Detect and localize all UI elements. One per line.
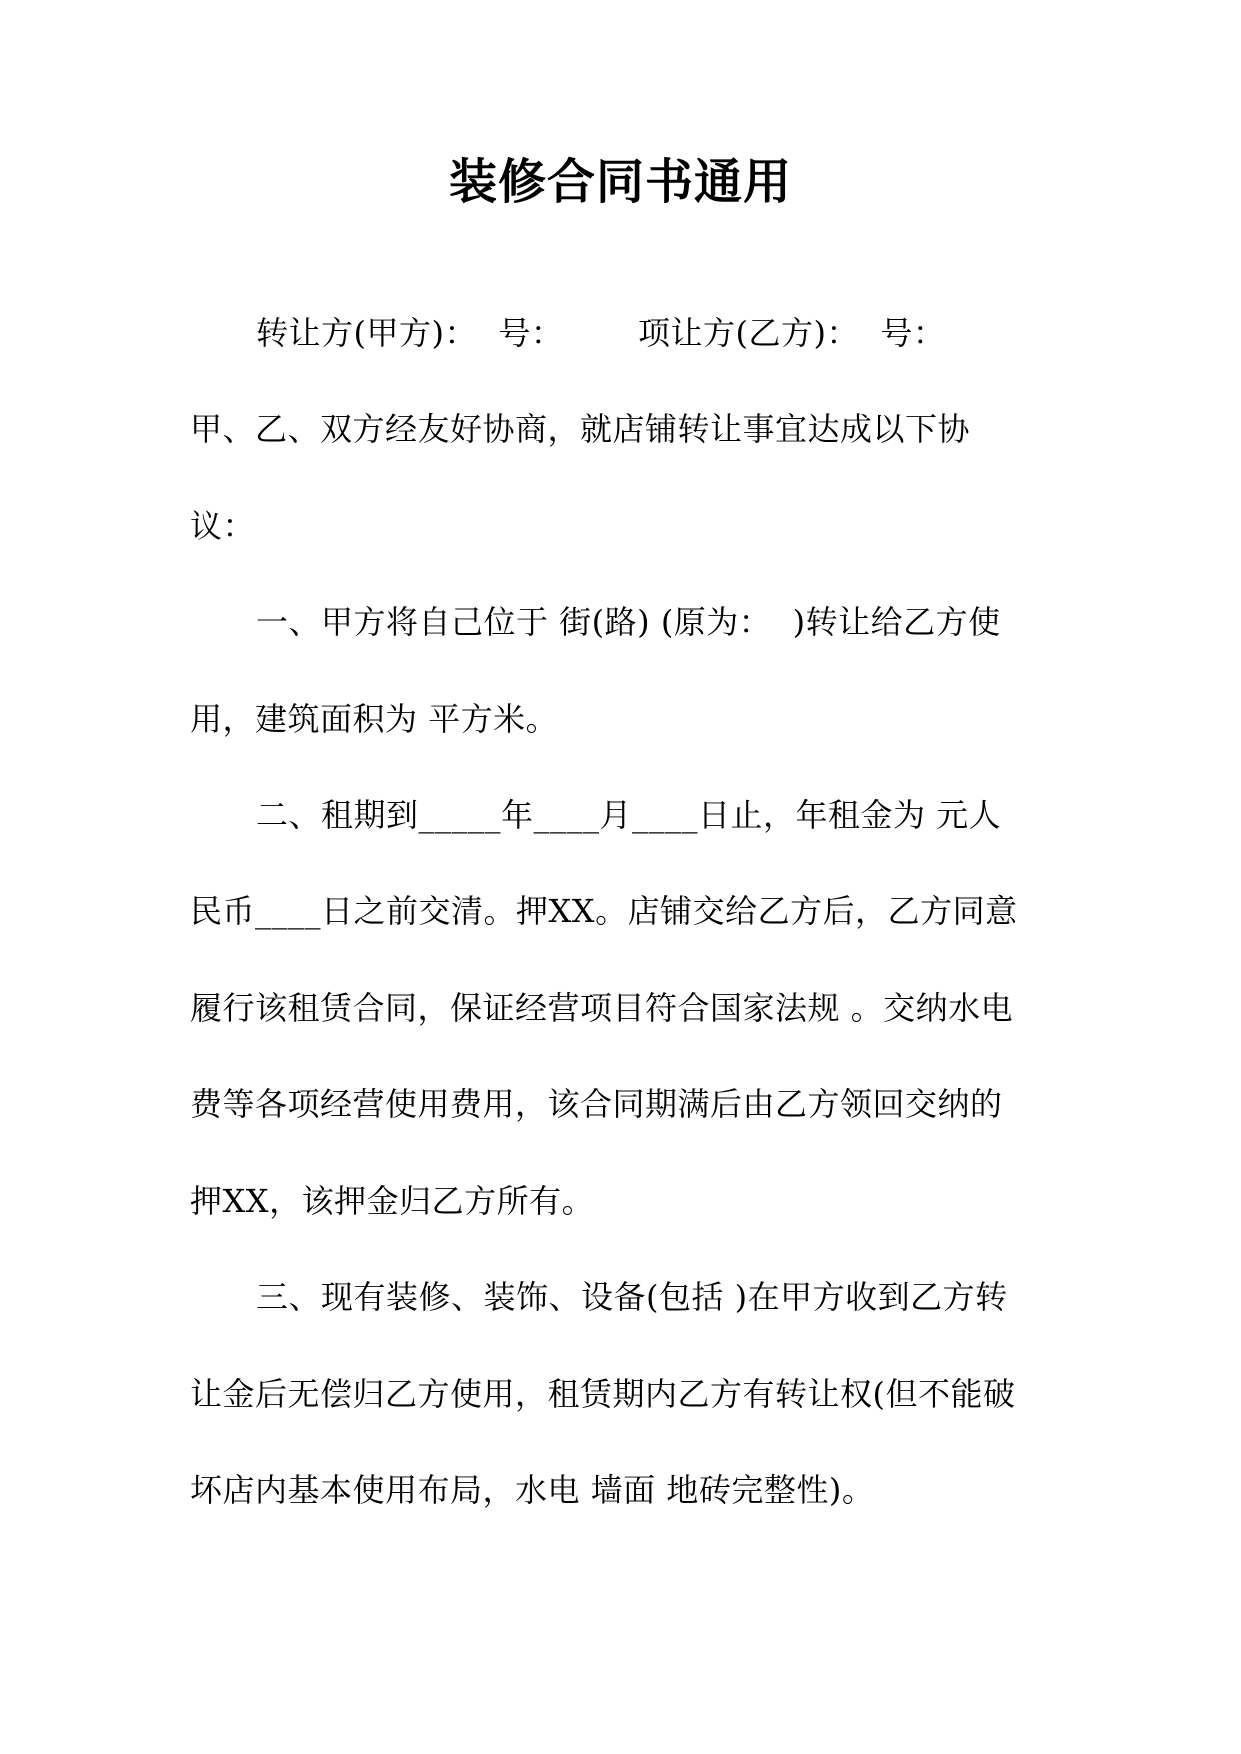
clause-2-line-2: 民币____日之前交清。押XX。店铺交给乙方后，乙方同意 — [190, 892, 1018, 930]
document-title: 装修合同书通用 — [448, 154, 792, 210]
intro-line-1: 甲、乙、双方经友好协商，就店铺转让事宜达成以下协 — [190, 410, 971, 448]
clause-1-line-2: 用，建筑面积为 平方米。 — [190, 700, 559, 738]
clause-3-line-3: 坏店内基本使用布局，水电 墙面 地砖完整性)。 — [190, 1471, 875, 1509]
intro-line-2: 议： — [190, 507, 256, 545]
clause-3-line-1: 三、现有装修、装饰、设备(包括 )在甲方收到乙方转 — [256, 1278, 1008, 1316]
clause-2-line-5: 押XX，该押金归乙方所有。 — [190, 1182, 595, 1220]
clause-2-line-4: 费等各项经营使用费用，该合同期满后由乙方领回交纳的 — [190, 1085, 1003, 1123]
party-info-line: 转让方(甲方)： 号： 项让方(乙方)： 号： — [256, 314, 946, 352]
clause-3-line-2: 让金后无偿归乙方使用，租赁期内乙方有转让权(但不能破 — [190, 1375, 1016, 1413]
clause-2-line-3: 履行该租赁合同，保证经营项目符合国家法规 。交纳水电 — [190, 989, 1014, 1027]
clause-1-line-1: 一、甲方将自己位于 街(路) (原为： )转让给乙方使 — [256, 603, 1001, 641]
clause-2-line-1: 二、租期到_____年____月____日止，年租金为 元人 — [256, 796, 1002, 834]
